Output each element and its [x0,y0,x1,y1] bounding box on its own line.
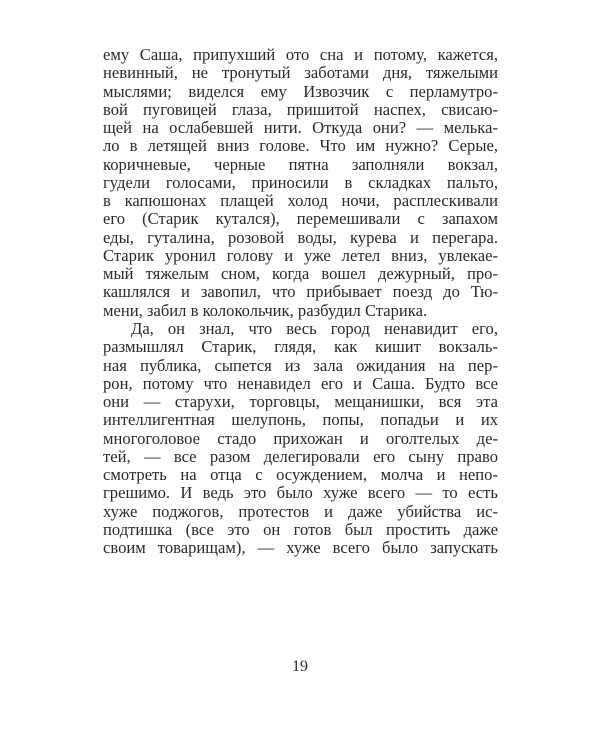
page-number: 19 [292,658,308,675]
text-line: мени, забил в колокольчик, разбудил Старика. [103,300,428,320]
text-line: кашлялся и завопил, что прибывает поезд до Тю- [103,282,498,302]
paragraph [103,320,498,557]
page-text [103,46,498,557]
text-line: щей на ослабевшей нити. Откуда они? — мелька- [103,118,498,138]
text-line: интеллигентная шелупонь, попы, попадьи и их [103,410,498,430]
text-line: вой пуговицей глаза, пришитой наспех, свисаю- [103,99,498,119]
text-line: грешимо. И ведь это было хуже всего — то есть [103,483,498,503]
text-line: тей, — все разом делегировали его сыну право [103,446,498,466]
text-line: гудели голосами, приносили в складках пальто, [103,172,498,192]
text-line: ло в летящей вниз голове. Что им нужно? Серые, [103,136,498,156]
text-line: они — старухи, торговцы, мещанишки, вся эта [103,392,498,412]
paragraph [103,46,498,320]
text-line: еды, гуталина, розовой воды, курева и перегара. [103,227,498,247]
text-line: коричневые, черные пятна заполняли вокзал, [103,154,498,174]
text-line: в капюшонах плащей холод ночи, расплескивали [103,191,498,211]
text-line: ная публика, сыпется из зала ожидания на пер- [103,355,498,375]
text-line: размышлял Старик, глядя, как кишит вокзаль- [103,337,498,357]
text-line: его (Старик кутался), перемешивали с запахом [103,209,498,229]
text-line: Старик уронил голову и уже летел вниз, увлекае- [103,245,498,265]
text-line: мый тяжелым сном, когда вошел дежурный, про- [103,264,498,284]
text-line: ему Саша, припухший ото сна и потому, кажется, [103,45,498,64]
text-line: хуже поджогов, протестов и даже убийства ис- [103,501,498,521]
text-line: невинный, не тронутый заботами дня, тяжелыми [103,63,498,83]
text-line: подтишка (все это он готов был простить даже [103,519,498,539]
text-line: Да, он знал, что весь город ненавидит его, [131,318,498,338]
text-line: своим товарищам), — хуже всего было запускать [103,538,498,558]
text-line: смотреть на отца с осуждением, молча и непо- [103,465,498,485]
text-line: многоголовое стадо прихожан и оголтелых де- [103,428,498,448]
text-line: рон, потому что ненавидел его и Саша. Будто все [103,373,498,393]
text-line: мыслями; виделся ему Извозчик с перламутро- [103,81,498,101]
